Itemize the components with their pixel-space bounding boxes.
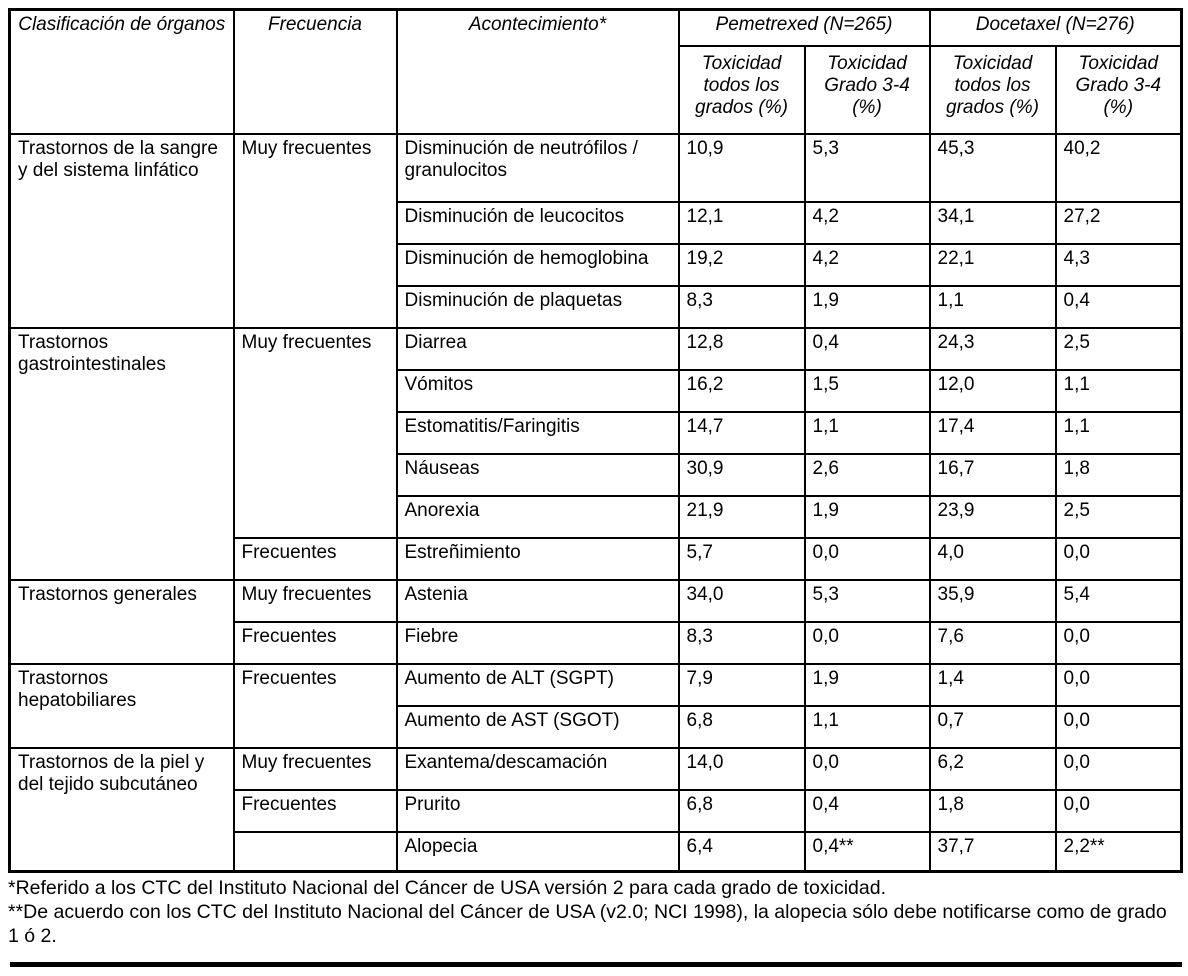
value-cell: 7,9	[679, 664, 805, 706]
event-cell: Vómitos	[397, 370, 679, 412]
value-cell: 5,3	[805, 580, 930, 622]
value-cell: 0,7	[930, 706, 1056, 748]
value-cell: 8,3	[679, 286, 805, 328]
value-cell: 4,0	[930, 538, 1056, 580]
value-cell: 19,2	[679, 244, 805, 286]
value-cell: 0,0	[1056, 622, 1182, 664]
value-cell: 1,5	[805, 370, 930, 412]
value-cell: 2,2**	[1056, 832, 1182, 872]
organ-cell: Trastornos de la sangre y del sistema linfático	[10, 134, 234, 328]
value-cell: 2,6	[805, 454, 930, 496]
frequency-cell: Frecuentes	[234, 790, 397, 832]
value-cell: 12,1	[679, 202, 805, 244]
event-cell: Disminución de leucocitos	[397, 202, 679, 244]
table-row	[10, 328, 1182, 370]
frequency-cell: Frecuentes	[234, 622, 397, 664]
value-cell: 1,8	[1056, 454, 1182, 496]
value-cell: 8,3	[679, 622, 805, 664]
value-cell: 16,2	[679, 370, 805, 412]
value-cell: 1,1	[930, 286, 1056, 328]
footnotes	[8, 877, 1180, 948]
value-cell: 6,4	[679, 832, 805, 872]
header-event: Acontecimiento*	[397, 10, 679, 134]
organ-cell: Trastornos de la piel y del tejido subcutáneo	[10, 748, 234, 872]
value-cell: 23,9	[930, 496, 1056, 538]
value-cell: 1,8	[930, 790, 1056, 832]
event-cell: Fiebre	[397, 622, 679, 664]
value-cell: 22,1	[930, 244, 1056, 286]
event-cell: Alopecia	[397, 832, 679, 872]
event-cell: Aumento de ALT (SGPT)	[397, 664, 679, 706]
value-cell: 5,3	[805, 134, 930, 202]
value-cell: 0,4	[805, 790, 930, 832]
header-doc-toxicity-grade-3-4: Toxicidad Grado 3-4 (%)	[1056, 46, 1182, 134]
table-row	[10, 748, 1182, 790]
header-docetaxel-group: Docetaxel (N=276)	[930, 10, 1182, 46]
header-organ-class: Clasificación de órganos	[10, 10, 234, 134]
value-cell: 10,9	[679, 134, 805, 202]
value-cell: 0,0	[1056, 748, 1182, 790]
value-cell: 27,2	[1056, 202, 1182, 244]
value-cell: 30,9	[679, 454, 805, 496]
frequency-cell: Muy frecuentes	[234, 580, 397, 622]
value-cell: 0,0	[805, 538, 930, 580]
event-cell: Exantema/descamación	[397, 748, 679, 790]
value-cell: 0,0	[1056, 790, 1182, 832]
header-doc-toxicity-all-grades: Toxicidad todos los grados (%)	[930, 46, 1056, 134]
value-cell: 1,9	[805, 496, 930, 538]
value-cell: 21,9	[679, 496, 805, 538]
value-cell: 1,1	[1056, 412, 1182, 454]
adverse-events-table	[8, 8, 1183, 873]
value-cell: 6,8	[679, 706, 805, 748]
event-cell: Estomatitis/Faringitis	[397, 412, 679, 454]
bottom-divider	[10, 962, 1182, 967]
value-cell: 4,3	[1056, 244, 1182, 286]
organ-cell: Trastornos hepatobiliares	[10, 664, 234, 748]
frequency-cell: Frecuentes	[234, 538, 397, 580]
value-cell: 5,7	[679, 538, 805, 580]
frequency-cell: Muy frecuentes	[234, 328, 397, 538]
value-cell: 34,1	[930, 202, 1056, 244]
value-cell: 6,2	[930, 748, 1056, 790]
event-cell: Aumento de AST (SGOT)	[397, 706, 679, 748]
value-cell: 12,0	[930, 370, 1056, 412]
event-cell: Anorexia	[397, 496, 679, 538]
header-pem-toxicity-grade-3-4: Toxicidad Grado 3-4 (%)	[805, 46, 930, 134]
value-cell: 12,8	[679, 328, 805, 370]
value-cell: 1,1	[805, 706, 930, 748]
footnote-ctc-version: *Referido a los CTC del Instituto Nacional del Cáncer de USA versión 2 para cada grado de toxicidad.	[8, 877, 886, 899]
event-cell: Disminución de plaquetas	[397, 286, 679, 328]
header-pem-toxicity-all-grades: Toxicidad todos los grados (%)	[679, 46, 805, 134]
organ-cell: Trastornos gastrointestinales	[10, 328, 234, 580]
value-cell: 1,4	[930, 664, 1056, 706]
event-cell: Prurito	[397, 790, 679, 832]
value-cell: 0,4	[805, 328, 930, 370]
value-cell: 1,9	[805, 286, 930, 328]
value-cell: 16,7	[930, 454, 1056, 496]
value-cell: 35,9	[930, 580, 1056, 622]
value-cell: 14,7	[679, 412, 805, 454]
value-cell: 0,0	[1056, 664, 1182, 706]
value-cell: 34,0	[679, 580, 805, 622]
header-pemetrexed-group: Pemetrexed (N=265)	[679, 10, 930, 46]
value-cell: 2,5	[1056, 496, 1182, 538]
footnote-alopecia: **De acuerdo con los CTC del Instituto Nacional del Cáncer de USA (v2.0; NCI 1998), la alopecia sólo debe notificarse como de grado 1 ó 2.	[8, 900, 1167, 947]
value-cell: 0,0	[805, 622, 930, 664]
frequency-cell-empty	[234, 832, 397, 872]
value-cell: 17,4	[930, 412, 1056, 454]
value-cell: 0,4**	[805, 832, 930, 872]
event-cell: Astenia	[397, 580, 679, 622]
header-frequency: Frecuencia	[234, 10, 397, 134]
value-cell: 2,5	[1056, 328, 1182, 370]
event-cell: Náuseas	[397, 454, 679, 496]
value-cell: 0,0	[805, 748, 930, 790]
table-row	[10, 580, 1182, 622]
event-cell: Disminución de neutrófilos / granulocitos	[397, 134, 679, 202]
event-cell: Estreñimiento	[397, 538, 679, 580]
frequency-cell: Muy frecuentes	[234, 748, 397, 790]
value-cell: 6,8	[679, 790, 805, 832]
value-cell: 5,4	[1056, 580, 1182, 622]
value-cell: 1,1	[805, 412, 930, 454]
value-cell: 1,9	[805, 664, 930, 706]
value-cell: 7,6	[930, 622, 1056, 664]
value-cell: 14,0	[679, 748, 805, 790]
value-cell: 4,2	[805, 244, 930, 286]
value-cell: 0,0	[1056, 706, 1182, 748]
frequency-cell: Muy frecuentes	[234, 134, 397, 328]
event-cell: Disminución de hemoglobina	[397, 244, 679, 286]
value-cell: 37,7	[930, 832, 1056, 872]
value-cell: 40,2	[1056, 134, 1182, 202]
table-row	[10, 134, 1182, 202]
value-cell: 4,2	[805, 202, 930, 244]
value-cell: 0,0	[1056, 538, 1182, 580]
value-cell: 0,4	[1056, 286, 1182, 328]
value-cell: 1,1	[1056, 370, 1182, 412]
frequency-cell: Frecuentes	[234, 664, 397, 748]
value-cell: 24,3	[930, 328, 1056, 370]
event-cell: Diarrea	[397, 328, 679, 370]
table-row	[10, 664, 1182, 706]
value-cell: 45,3	[930, 134, 1056, 202]
organ-cell: Trastornos generales	[10, 580, 234, 664]
